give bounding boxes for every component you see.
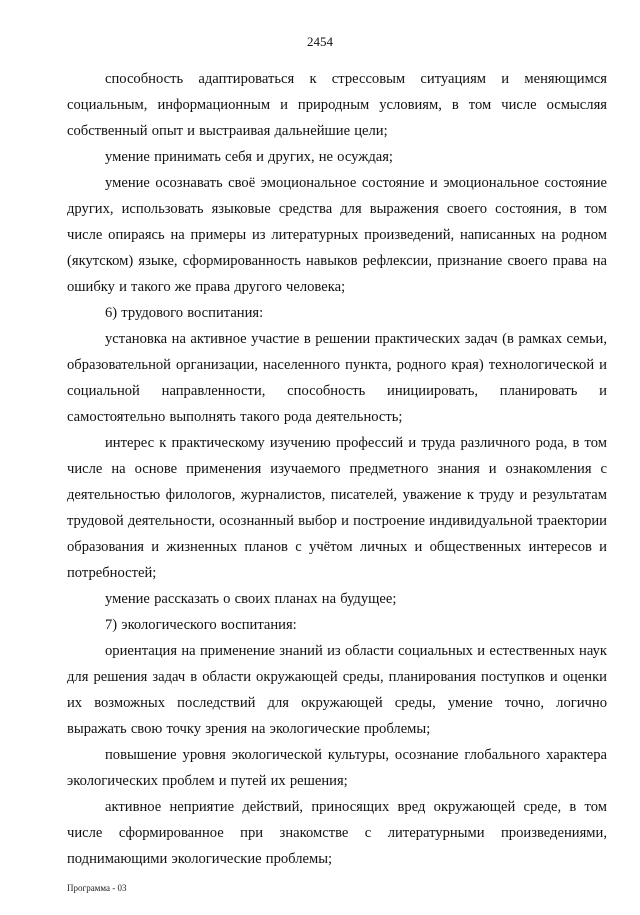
section-heading-ecology: 7) экологического воспитания: — [105, 617, 297, 633]
section-heading-labor: 6) трудового воспитания: — [105, 305, 264, 321]
paragraph: умение рассказать о своих планах на будущее; — [105, 591, 397, 607]
page-number: 2454 — [307, 34, 333, 49]
paragraph: активное неприятие действий, приносящих вред окружающей среде, в том числе сформированное при знакомстве с литературными произведениями, поднимающими экологические проблемы; — [67, 799, 607, 867]
page-footer: Программа - 03 — [67, 883, 127, 893]
paragraph: умение осознавать своё эмоциональное состояние и эмоциональное состояние других, использовать языковые средства для выражения своего состояния, в том числе опираясь на примеры из литературных произведений, написанных на родном (якутском) языке, сформированность навыков рефлексии, признание своего права на ошибку и такого же права другого человека; — [67, 175, 607, 295]
paragraph: повышение уровня экологической культуры, осознание глобального характера экологических проблем и путей их решения; — [67, 747, 607, 789]
paragraph: способность адаптироваться к стрессовым ситуациям и меняющимся социальным, информационным и природным условиям, в том числе осмысляя собственный опыт и выстраивая дальнейшие цели; — [67, 71, 607, 139]
paragraph: установка на активное участие в решении практических задач (в рамках семьи, образовательной организации, населенного пункта, родного края) технологической и социальной направленности, способность инициировать, планировать и самостоятельно выполнять такого рода деятельность; — [67, 331, 607, 425]
paragraph: ориентация на применение знаний из области социальных и естественных наук для решения задач в области окружающей среды, планирования поступков и оценки их возможных последствий для окружающей среды, умение точно, логично выражать свою точку зрения на экологические проблемы; — [67, 643, 607, 737]
paragraph: интерес к практическому изучению профессий и труда различного рода, в том числе на основе применения изучаемого предметного знания и ознакомления с деятельностью филологов, журналистов, писателей, уважение к труду и результатам трудовой деятельности, осознанный выбор и построение индивидуальной траектории образования и жизненных планов с учётом личных и общественных интересов и потребностей; — [67, 435, 607, 581]
document-body — [67, 66, 607, 872]
paragraph: умение принимать себя и других, не осуждая; — [105, 149, 393, 165]
